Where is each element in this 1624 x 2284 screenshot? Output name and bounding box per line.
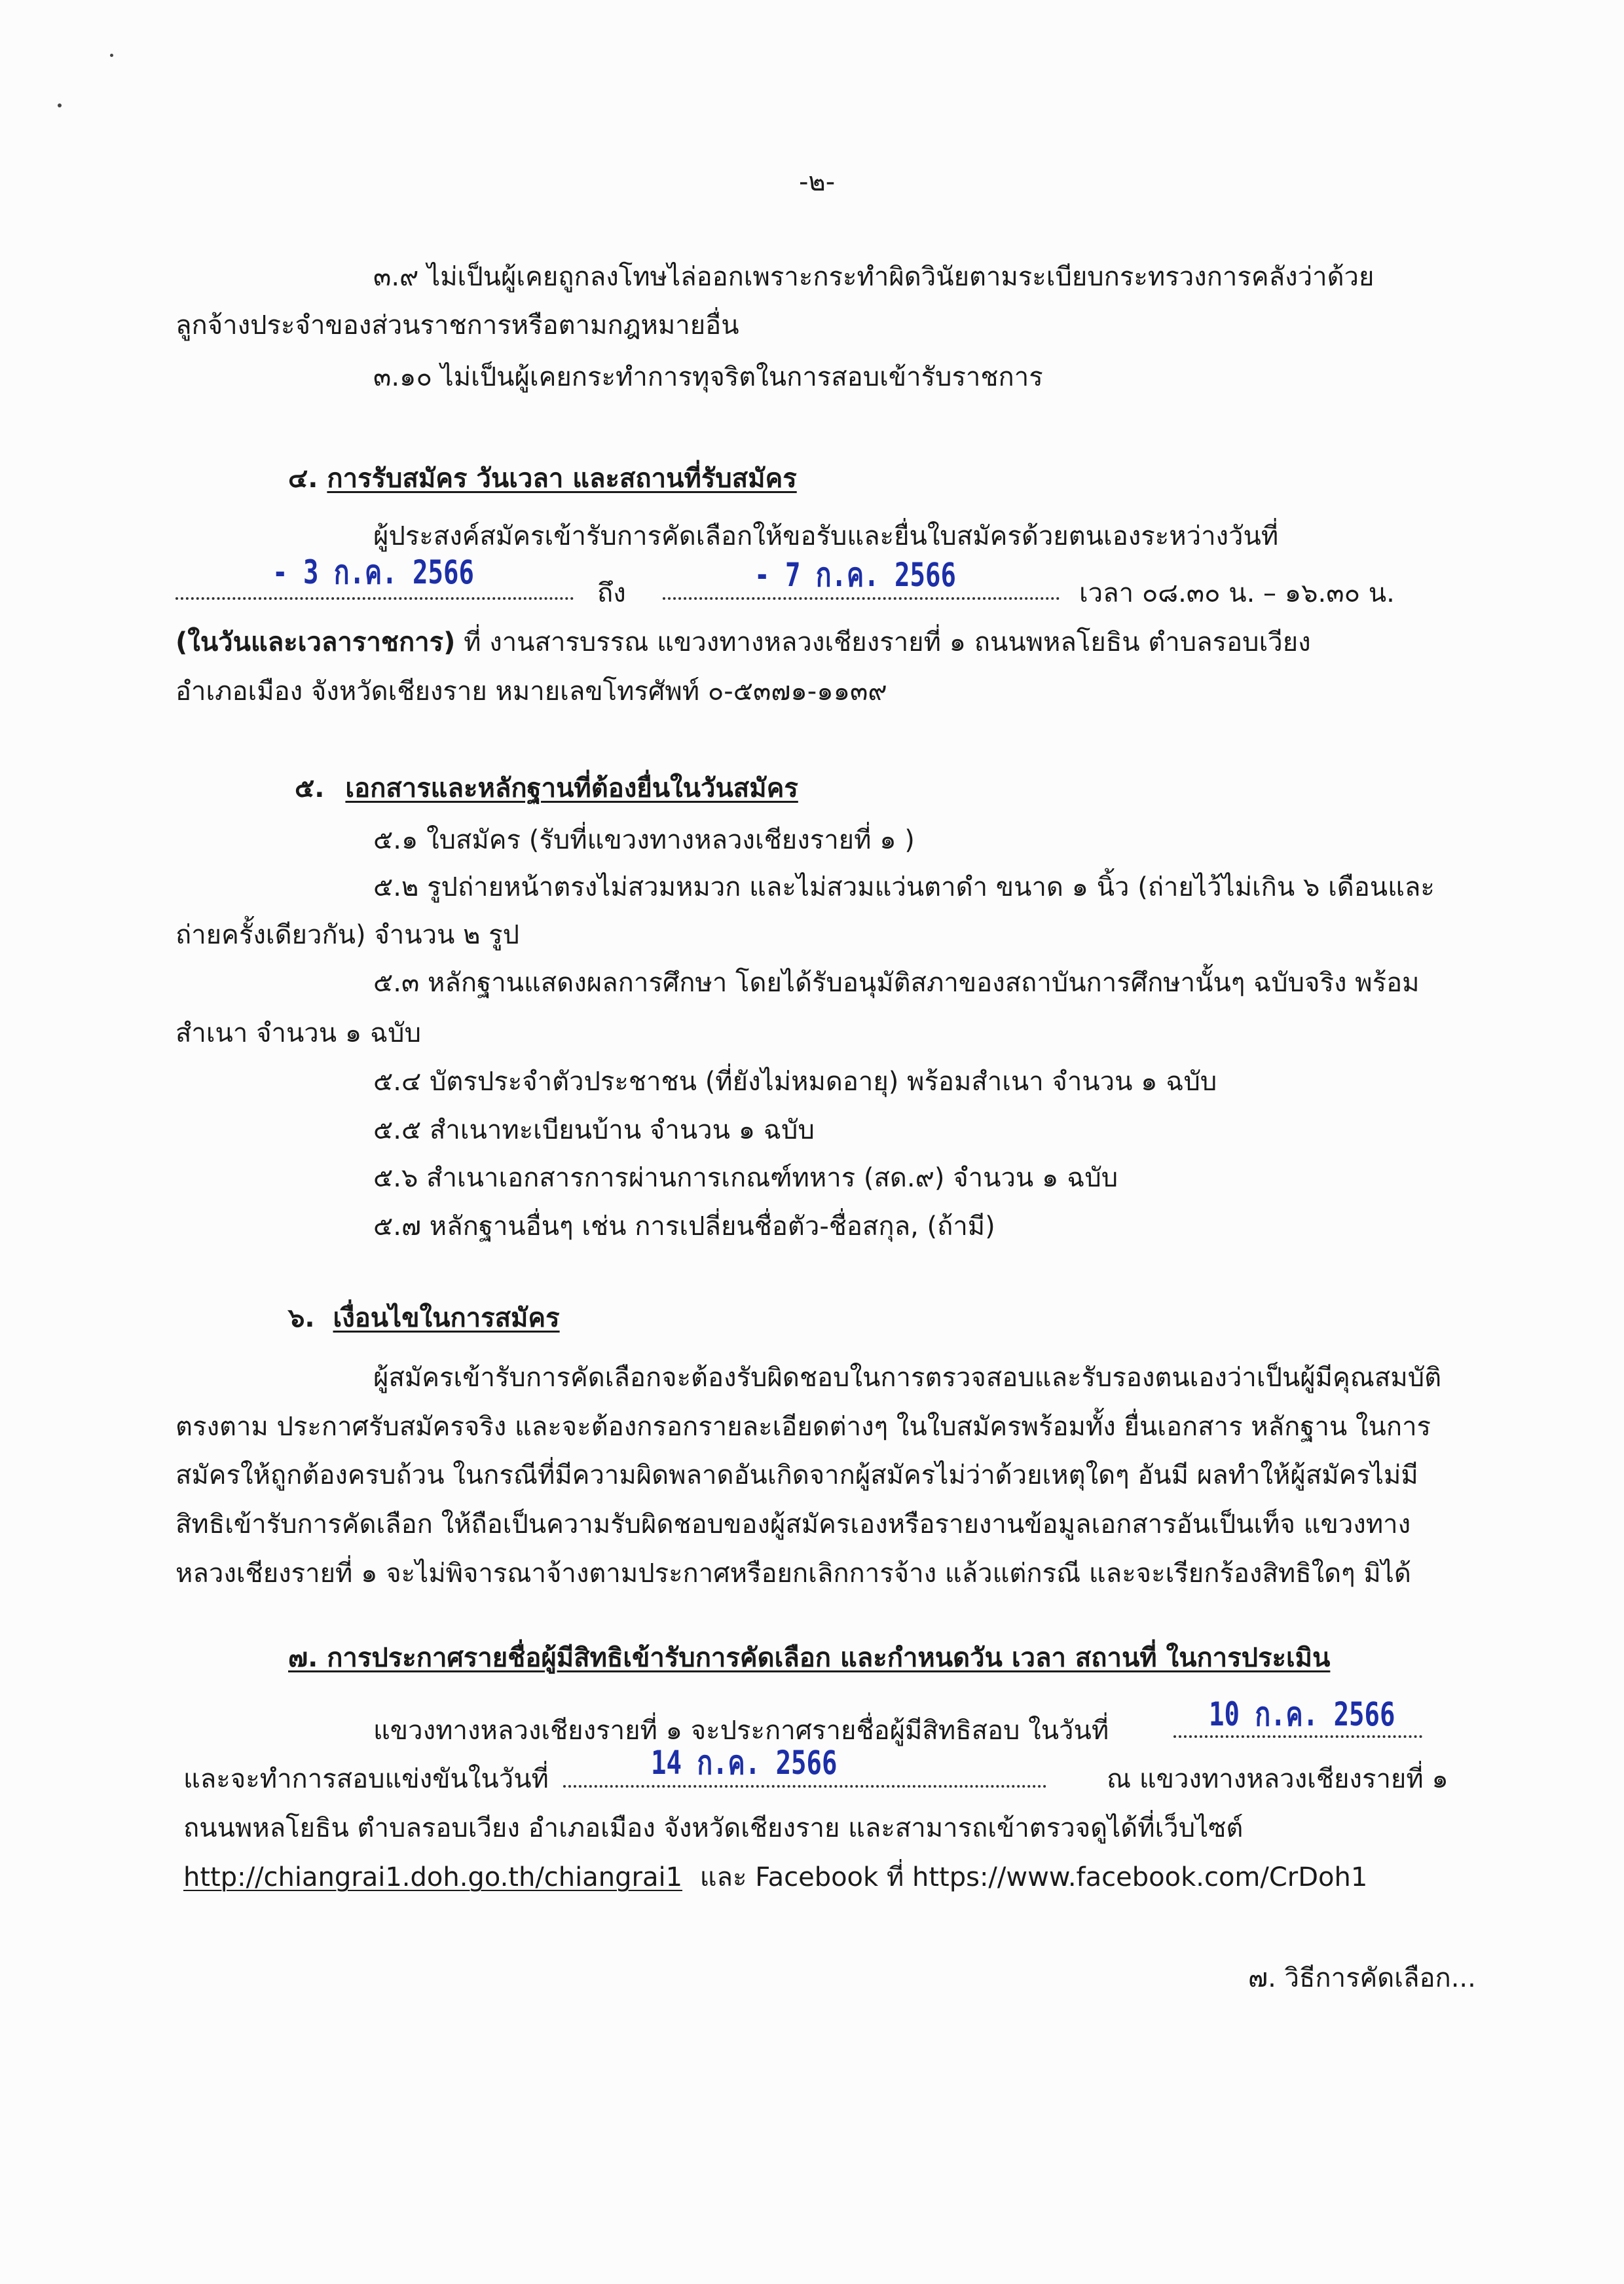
to-word: ถึง bbox=[597, 578, 626, 608]
date-to-dotted-line bbox=[663, 597, 1060, 600]
section-6-line-2: ตรงตาม ประกาศรับสมัครจริง และจะต้องกรอกรายละเอียดต่างๆ ในใบสมัครพร้อมทั้ง ยื่นเอกสาร หลักฐาน ในการ bbox=[175, 1412, 1431, 1442]
doc-item-5-3-cont: สำเนา จำนวน ๑ ฉบับ bbox=[175, 1018, 421, 1048]
section-5-number: ๕. bbox=[295, 773, 325, 803]
doc-item-5-1: ๕.๑ ใบสมัคร (รับที่แขวงทางหลวงเชียงรายที่ ๑ ) bbox=[373, 825, 915, 855]
stamp-date-from: - 3 ก.ค. 2566 bbox=[272, 553, 474, 591]
doc-item-5-6: ๕.๖ สำเนาเอกสารการผ่านการเกณฑ์ทหาร (สด.๙) จำนวน ๑ ฉบับ bbox=[373, 1163, 1118, 1193]
section-4-number: ๔. bbox=[288, 464, 318, 494]
exam-date-dotted-line bbox=[563, 1785, 1046, 1788]
clause-3-9: ๓.๙ ไม่เป็นผู้เคยถูกลงโทษไล่ออกเพราะกระทำผิดวินัยตามระเบียบกระทรวงการคลังว่าด้วย bbox=[373, 262, 1375, 292]
section-6-heading bbox=[288, 1299, 560, 1338]
stamp-date-to: - 7 ก.ค. 2566 bbox=[754, 556, 956, 594]
section-7-exam-place: ณ แขวงทางหลวงเชียงรายที่ ๑ bbox=[1107, 1764, 1449, 1794]
section-4-para: ผู้ประสงค์สมัครเข้ารับการคัดเลือกให้ขอรับและยื่นใบสมัครด้วยตนเองระหว่างวันที่ bbox=[373, 521, 1279, 551]
stamp-exam-date: 14 ก.ค. 2566 bbox=[651, 1744, 838, 1782]
section-7-links bbox=[183, 1858, 1367, 1897]
section-6-line-5: หลวงเชียงรายที่ ๑ จะไม่พิจารณาจ้างตามประกาศหรือยกเลิกการจ้าง แล้วแต่กรณี และจะเรียกร้องสิทธิใดๆ มิได้ bbox=[175, 1558, 1411, 1589]
date-from-dotted-line bbox=[175, 597, 574, 600]
doc-item-5-3: ๕.๓ หลักฐานแสดงผลการศึกษา โดยได้รับอนุมัติสภาของสถาบันการศึกษานั้นๆ ฉบับจริง พร้อม bbox=[373, 968, 1420, 998]
page-number: -๒- bbox=[799, 167, 836, 197]
section-6-number: ๖. bbox=[288, 1303, 315, 1333]
section-5-heading bbox=[295, 769, 798, 808]
doc-item-5-2-cont: ถ่ายครั้งเดียวกัน) จำนวน ๒ รูป bbox=[175, 920, 520, 950]
office-hours: เวลา ๐๘.๓๐ น. – ๑๖.๓๐ น. bbox=[1079, 578, 1395, 608]
doc-item-5-2: ๕.๒ รูปถ่ายหน้าตรงไม่สวมหมวก และไม่สวมแว่นตาดำ ขนาด ๑ นิ้ว (ถ่ายไว้ไม่เกิน ๖ เดือนและ bbox=[373, 872, 1435, 902]
section-6-line-3: สมัครให้ถูกต้องครบถ้วน ในกรณีที่มีความผิดพลาดอันเกิดจากผู้สมัครไม่ว่าด้วยเหตุใดๆ อันมี ผลทำให้ผู้สมัครไม่มี bbox=[175, 1460, 1418, 1490]
clause-3-10: ๓.๑๐ ไม่เป็นผู้เคยกระทำการทุจริตในการสอบเข้ารับราชการ bbox=[373, 362, 1043, 392]
section-6-line-4: สิทธิเข้ารับการคัดเลือก ให้ถือเป็นความรับผิดชอบของผู้สมัครเองหรือรายงานข้อมูลเอกสารอันเป็นเท็จ แขวงทาง bbox=[175, 1509, 1411, 1539]
section-4-title: การรับสมัคร วันเวลา และสถานที่รับสมัคร bbox=[327, 464, 797, 494]
office-hours-note: (ในวันและเวลาราชการ) bbox=[175, 627, 456, 657]
section-6-line-1 bbox=[373, 1358, 1471, 1397]
section-7-announce-text: แขวงทางหลวงเชียงรายที่ ๑ จะประกาศรายชื่อผู้มีสิทธิสอบ ในวันที่ bbox=[373, 1716, 1109, 1746]
facebook-text: และ Facebook ที่ https://www.facebook.com/CrDoh1 bbox=[699, 1862, 1368, 1892]
section-7-exam-text: และจะทำการสอบแข่งขันในวันที่ bbox=[183, 1764, 549, 1794]
stamp-announce-date: 10 ก.ค. 2566 bbox=[1209, 1695, 1395, 1733]
website-link[interactable]: http://chiangrai1.doh.go.th/chiangrai1 bbox=[183, 1862, 683, 1892]
doc-item-5-7: ๕.๗ หลักฐานอื่นๆ เช่น การเปลี่ยนชื่อตัว-ชื่อสกุล, (ถ้ามี) bbox=[373, 1211, 995, 1242]
doc-item-5-4: ๕.๔ บัตรประจำตัวประชาชน (ที่ยังไม่หมดอายุ) พร้อมสำเนา จำนวน ๑ ฉบับ bbox=[373, 1067, 1217, 1097]
section-6-text: ผู้สมัครเข้ารับการคัดเลือกจะต้องรับผิดชอบในการตรวจสอบและรับรองตนเองว่าเป็นผู้มีคุณสมบัติ bbox=[373, 1363, 1442, 1393]
section-6-title: เงื่อนไขในการสมัคร bbox=[333, 1303, 560, 1333]
section-4-location bbox=[175, 623, 1391, 662]
doc-item-5-5: ๕.๕ สำเนาทะเบียนบ้าน จำนวน ๑ ฉบับ bbox=[373, 1115, 815, 1145]
scan-speck bbox=[58, 103, 62, 107]
scan-speck bbox=[110, 54, 113, 57]
section-7-heading: ๗. การประกาศรายชื่อผู้มีสิทธิเข้ารับการคัดเลือก และกำหนดวัน เวลา สถานที่ ในการประเมิน bbox=[288, 1643, 1331, 1673]
section-4-location-text: ที่ งานสารบรรณ แขวงทางหลวงเชียงรายที่ ๑ ถนนพหลโยธิน ตำบลรอบเวียง bbox=[464, 627, 1311, 657]
section-5-title: เอกสารและหลักฐานที่ต้องยื่นในวันสมัคร bbox=[345, 773, 798, 803]
clause-3-9-cont: ลูกจ้างประจำของส่วนราชการหรือตามกฎหมายอื่น bbox=[175, 310, 739, 341]
announce-date-dotted-line bbox=[1173, 1735, 1422, 1738]
section-7-website-text: ถนนพหลโยธิน ตำบลรอบเวียง อำเภอเมือง จังหวัดเชียงราย และสามารถเข้าตรวจดูได้ที่เว็บไซต์ bbox=[183, 1813, 1244, 1843]
section-4-phone: อำเภอเมือง จังหวัดเชียงราย หมายเลขโทรศัพท์ ๐-๕๓๗๑-๑๑๓๙ bbox=[175, 676, 887, 707]
section-4-heading bbox=[288, 459, 797, 498]
next-page-indicator: ๗. วิธีการคัดเลือก... bbox=[1248, 1963, 1476, 1993]
